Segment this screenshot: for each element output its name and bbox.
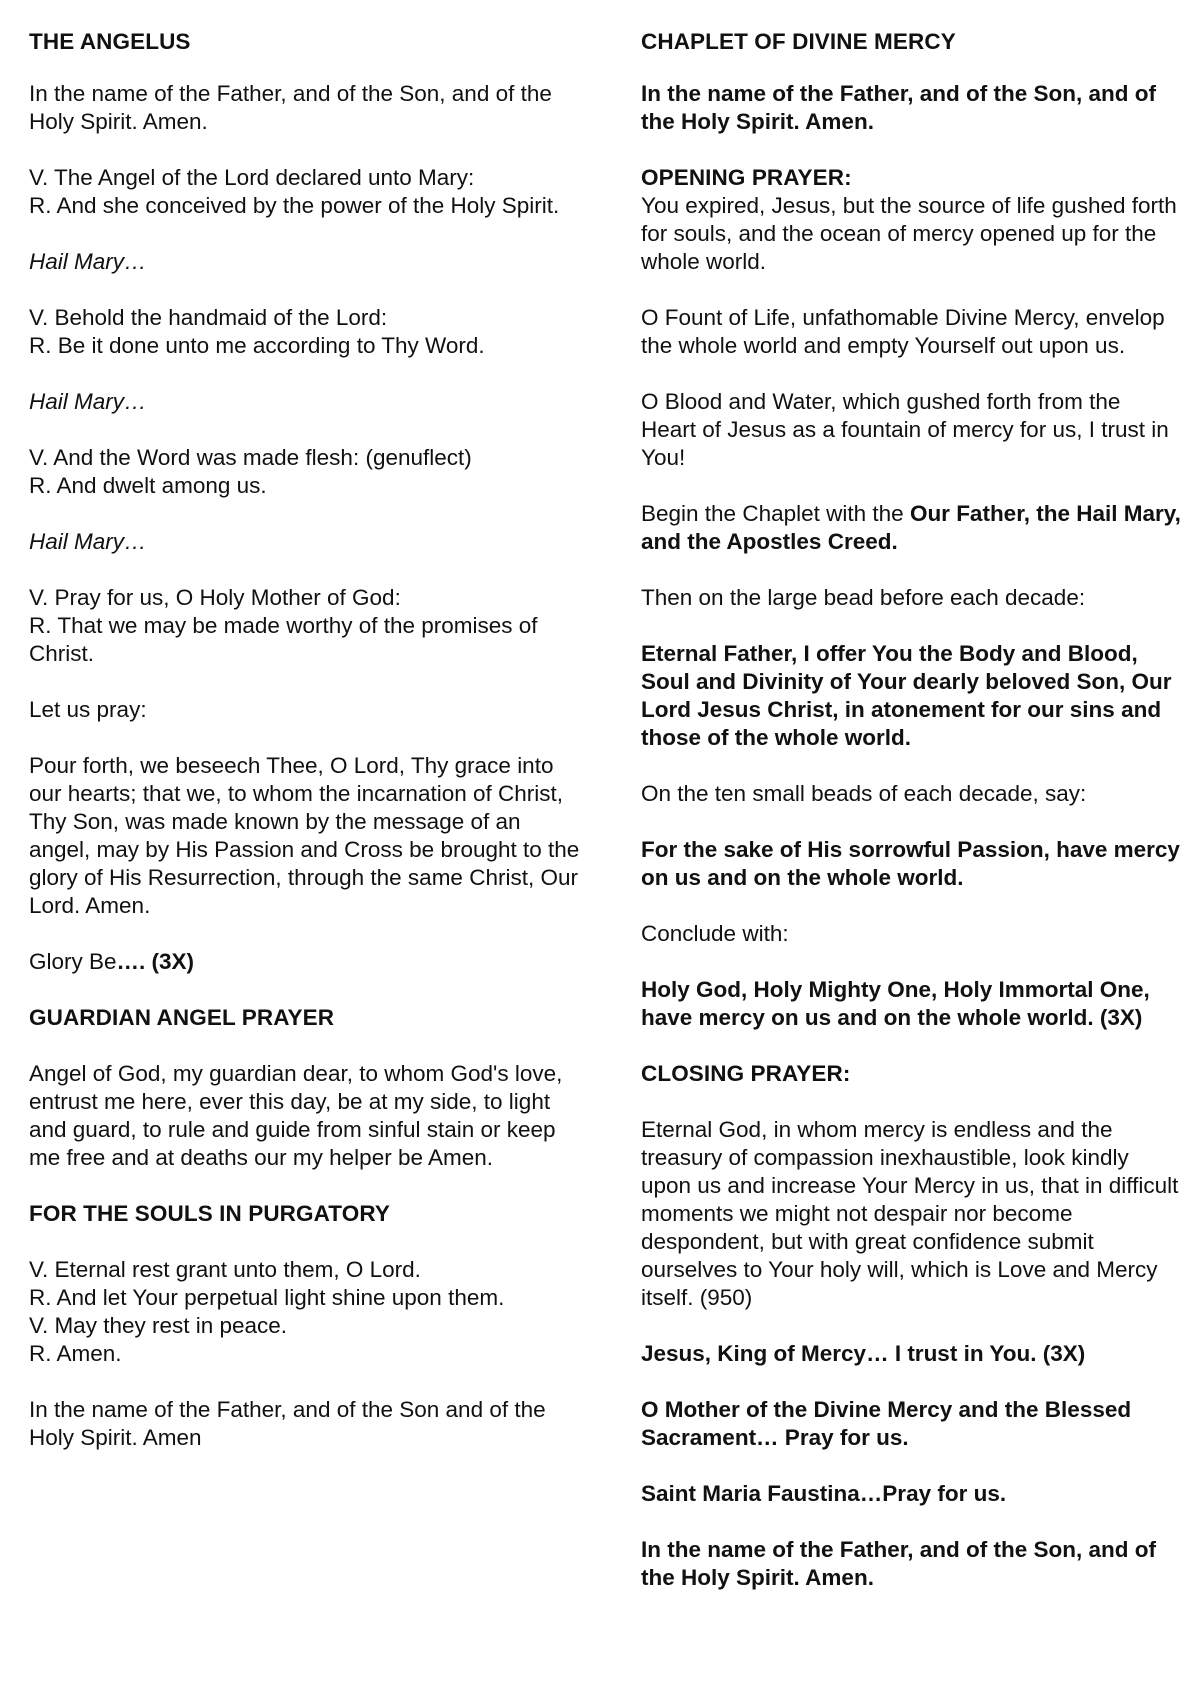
conclude-instruction: Conclude with:: [641, 921, 789, 946]
versicle-2: V. Behold the handmaid of the Lord:: [29, 305, 388, 330]
begin-chaplet: [641, 500, 1181, 556]
souls-purgatory-title: FOR THE SOULS IN PURGATORY: [29, 1201, 390, 1226]
angelus-versicle-4: [29, 584, 584, 668]
opening-prayer-2: O Fount of Life, unfathomable Divine Mercy, envelop the whole world and empty Yourself out upon us.: [641, 305, 1165, 358]
left-column: [29, 28, 584, 1452]
angelus-title: THE ANGELUS: [29, 29, 191, 54]
hail-mary-2: Hail Mary…: [29, 389, 147, 414]
final-sign-of-cross: In the name of the Father, and of the Son, and of the Holy Spirit. Amen.: [641, 1537, 1157, 1590]
versicle-4: V. Pray for us, O Holy Mother of God:: [29, 585, 401, 610]
closing-prayer-title: CLOSING PRAYER:: [641, 1061, 851, 1086]
souls-versicle-2: V. May they rest in peace.: [29, 1313, 288, 1338]
souls-versicle-1: V. Eternal rest grant unto them, O Lord.: [29, 1257, 421, 1282]
angelus-prayer: Pour forth, we beseech Thee, O Lord, Thy grace into our hearts; that we, to whom the incarnation of Christ, Thy Son, was made known by the message of an angel, may by His Passion and Cross be brought to the glory of His Resurrection, through the same Christ, Our Lord. Amen.: [29, 753, 580, 918]
versicle-1: V. The Angel of the Lord declared unto Mary:: [29, 165, 475, 190]
souls-response-1: R. And let Your perpetual light shine upon them.: [29, 1285, 505, 1310]
souls-response-2: R. Amen.: [29, 1341, 122, 1366]
closing-prayer: Eternal God, in whom mercy is endless and the treasury of compassion inexhaustible, look kindly upon us and increase Your Mercy in us, that in difficult moments we might not despair nor become despondent, but with great confidence submit ourselves to Your holy will, which is Love and Mercy itself. (950): [641, 1117, 1179, 1310]
mother-of-mercy: O Mother of the Divine Mercy and the Blessed Sacrament… Pray for us.: [641, 1397, 1132, 1450]
chaplet-sign-of-cross: In the name of the Father, and of the Son, and of the Holy Spirit. Amen.: [641, 81, 1157, 134]
guardian-angel-title: GUARDIAN ANGEL PRAYER: [29, 1005, 335, 1030]
angelus-versicle-2: [29, 304, 584, 360]
opening-prayer-1: You expired, Jesus, but the source of life gushed forth for souls, and the ocean of mercy opened up for the whole world.: [641, 193, 1177, 274]
let-us-pray: Let us pray:: [29, 697, 147, 722]
glory-be: [29, 948, 584, 976]
closing-sign-of-cross: In the name of the Father, and of the Son and of the Holy Spirit. Amen: [29, 1397, 546, 1450]
eternal-father-prayer: Eternal Father, I offer You the Body and Blood, Soul and Divinity of Your dearly beloved Son, Our Lord Jesus Christ, in atonement for our sins and those of the whole world.: [641, 641, 1172, 750]
response-3: R. And dwelt among us.: [29, 473, 267, 498]
saint-faustina: Saint Maria Faustina…Pray for us.: [641, 1481, 1007, 1506]
sorrowful-passion-prayer: For the sake of His sorrowful Passion, have mercy on us and on the whole world.: [641, 837, 1180, 890]
response-2: R. Be it done unto me according to Thy Word.: [29, 333, 485, 358]
begin-chaplet-text: Begin the Chaplet with the: [641, 501, 910, 526]
angelus-versicle-3: [29, 444, 584, 500]
souls-purgatory-prayer: [29, 1256, 584, 1368]
opening-prayer-3: O Blood and Water, which gushed forth from the Heart of Jesus as a fountain of mercy for us, I trust in You!: [641, 389, 1169, 470]
glory-be-text: Glory Be: [29, 949, 117, 974]
jesus-king-of-mercy: Jesus, King of Mercy… I trust in You. (3X): [641, 1341, 1086, 1366]
begin-chaplet-prayers: Our Father, the Hail Mary, and the Apostles Creed.: [641, 501, 1181, 554]
hail-mary-1: Hail Mary…: [29, 249, 147, 274]
glory-be-count: …. (3X): [116, 949, 195, 974]
guardian-angel-prayer: Angel of God, my guardian dear, to whom God's love, entrust me here, ever this day, be at my side, to light and guard, to rule and guide from sinful stain or keep me free and at deaths our my helper be Amen.: [29, 1061, 563, 1170]
right-column: [641, 28, 1181, 1592]
small-beads-instruction: On the ten small beads of each decade, say:: [641, 781, 1087, 806]
angelus-versicle-1: [29, 164, 584, 220]
holy-god-prayer: Holy God, Holy Mighty One, Holy Immortal One, have mercy on us and on the whole world. (3X): [641, 977, 1150, 1030]
angelus-opening: In the name of the Father, and of the Son, and of the Holy Spirit. Amen.: [29, 81, 552, 134]
hail-mary-3: Hail Mary…: [29, 529, 147, 554]
large-bead-instruction: Then on the large bead before each decade:: [641, 585, 1086, 610]
opening-prayer-title: OPENING PRAYER:: [641, 165, 852, 190]
chaplet-title: CHAPLET OF DIVINE MERCY: [641, 29, 956, 54]
response-4: R. That we may be made worthy of the promises of Christ.: [29, 613, 538, 666]
versicle-3: V. And the Word was made flesh: (genuflect): [29, 445, 472, 470]
response-1: R. And she conceived by the power of the Holy Spirit.: [29, 193, 560, 218]
